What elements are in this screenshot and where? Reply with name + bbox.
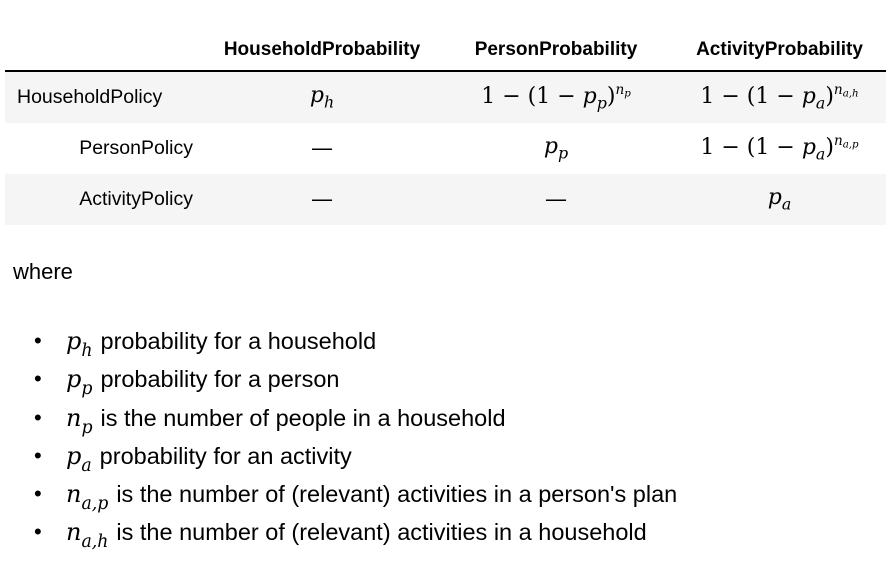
definition-item bbox=[34, 360, 677, 398]
math-symbol: $n_{a,h}$ bbox=[66, 518, 109, 553]
definition-text: is the number of people in a household bbox=[100, 404, 506, 431]
row-label: HouseholdPolicy bbox=[17, 86, 163, 108]
dash-mark: — bbox=[311, 136, 333, 161]
definition-text: is the number of (relevant) activities in a person's plan bbox=[116, 481, 678, 508]
math-symbol: $p_h$ bbox=[66, 327, 93, 361]
table-cell bbox=[439, 174, 673, 225]
table-row bbox=[5, 174, 886, 225]
math-symbol: $n_{a,p}$ bbox=[66, 480, 109, 515]
math-formula: $1 - (1 - p_p)^{np}$ bbox=[481, 82, 631, 113]
table-cell bbox=[673, 71, 886, 123]
table-cell bbox=[439, 71, 673, 123]
definition-item bbox=[34, 513, 677, 551]
definition-item bbox=[34, 322, 677, 360]
math-symbol: $p_p$ bbox=[66, 365, 93, 400]
table-cell bbox=[439, 123, 673, 174]
bullet-icon: • bbox=[34, 328, 42, 353]
header-person-probability: PersonProbability bbox=[439, 29, 673, 71]
math-symbol: $p_a$ bbox=[66, 441, 92, 476]
row-label: PersonPolicy bbox=[79, 137, 193, 159]
bullet-icon: • bbox=[34, 404, 42, 430]
table-cell bbox=[205, 174, 439, 225]
table-row bbox=[5, 71, 886, 123]
bullet-icon: • bbox=[34, 519, 42, 545]
bullet-icon: • bbox=[34, 442, 42, 468]
header-activity-probability: ActivityProbability bbox=[673, 29, 886, 71]
math-variable: $p_p$ bbox=[543, 134, 569, 163]
table-cell bbox=[205, 123, 439, 174]
bullet-icon: • bbox=[34, 481, 42, 507]
header-corner bbox=[5, 29, 205, 71]
table-row bbox=[5, 123, 886, 174]
definition-text: is the number of (relevant) activities in a household bbox=[116, 519, 647, 546]
row-label: ActivityPolicy bbox=[79, 188, 193, 210]
math-formula: $1 - (1 - p_a)^{na,p}$ bbox=[700, 133, 859, 164]
math-symbol: $n_p$ bbox=[66, 403, 93, 438]
header-household-probability: HouseholdProbability bbox=[205, 29, 439, 71]
definition-item bbox=[34, 437, 677, 475]
dash-mark: — bbox=[545, 187, 567, 212]
table-cell bbox=[673, 123, 886, 174]
where-label: where bbox=[13, 259, 73, 284]
definition-text: probability for a household bbox=[100, 328, 377, 354]
dash-mark: — bbox=[311, 187, 333, 212]
definition-text: probability for a person bbox=[100, 366, 340, 393]
definition-item bbox=[34, 475, 677, 513]
definitions-list bbox=[34, 322, 677, 552]
definition-text: probability for an activity bbox=[99, 442, 352, 469]
math-variable: $p_h$ bbox=[309, 83, 335, 112]
table-cell bbox=[673, 174, 886, 225]
definition-item bbox=[34, 399, 677, 437]
bullet-icon: • bbox=[34, 366, 42, 392]
table-header-row bbox=[5, 29, 886, 71]
probability-table bbox=[5, 29, 886, 225]
math-variable: $p_a$ bbox=[767, 185, 792, 214]
table-cell bbox=[205, 71, 439, 123]
math-formula: $1 - (1 - p_a)^{na,h}$ bbox=[700, 82, 859, 113]
